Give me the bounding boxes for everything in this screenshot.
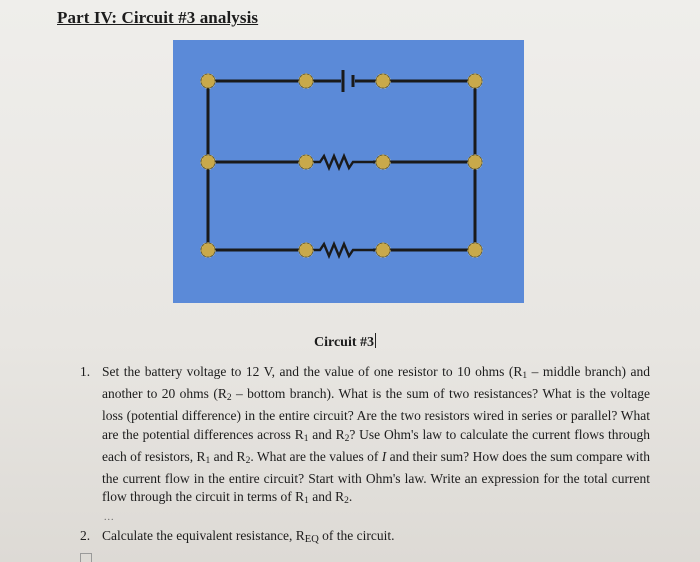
subscript: 2 [344,496,349,507]
text-run: and their sum? How does the sum compare with the current flow in the entire circuit? Start with Ohm's law. Write an expression for the total current flow through the circuit in terms of R [102,448,650,505]
ellipsis: ... [104,512,115,523]
question-text [102,527,650,549]
battery-icon [343,70,353,92]
text-run: and R [210,448,246,464]
figure-caption [314,333,376,351]
subscript: 1 [304,496,309,507]
resistor-icon [306,156,373,168]
question-number: 1. [80,364,91,379]
subscript: 2 [226,393,232,404]
text-cursor [375,333,376,348]
question-2 [80,527,650,549]
partial-icon [80,553,92,562]
question-1 [80,363,650,510]
text-run: – middle branch) and another to 20 ohms (R [102,364,650,402]
text-run: of the circuit. [318,528,395,543]
italic-variable: I [381,448,387,464]
circuit-figure [173,40,524,303]
subscript: 1 [303,433,309,444]
subscript: 1 [205,455,211,466]
text-run: Set the battery voltage to 12 V, and the value of one resistor to 10 ohms (R [102,364,523,379]
subscript: 2 [344,433,350,444]
question-text [102,363,650,510]
wires [208,81,475,250]
text-run: – bottom branch). What is the sum of two resistances? What is the voltage loss (potential difference) in the entire circuit? Are the two resistors wired in series or parallel? What are the potential differences across R [102,386,650,442]
text-run: . [348,489,353,505]
page-heading: Part IV: Circuit #3 analysis [57,8,259,27]
circuit-diagram [173,40,524,303]
question-number: 2. [80,528,91,543]
caption-text: Circuit #3 [314,335,375,350]
subscript: 1 [522,371,528,381]
subscript: 2 [245,455,251,466]
text-run: and R [308,489,345,505]
text-run: . What are the values of [250,448,382,464]
subscript: EQ [304,534,319,545]
text-run: Calculate the equivalent resistance, R [102,528,305,543]
text-run: and R [308,426,345,442]
text-run: ? Use Ohm's law to calculate the current flows through each of resistors, R [102,426,651,464]
resistor-icon [306,244,373,256]
